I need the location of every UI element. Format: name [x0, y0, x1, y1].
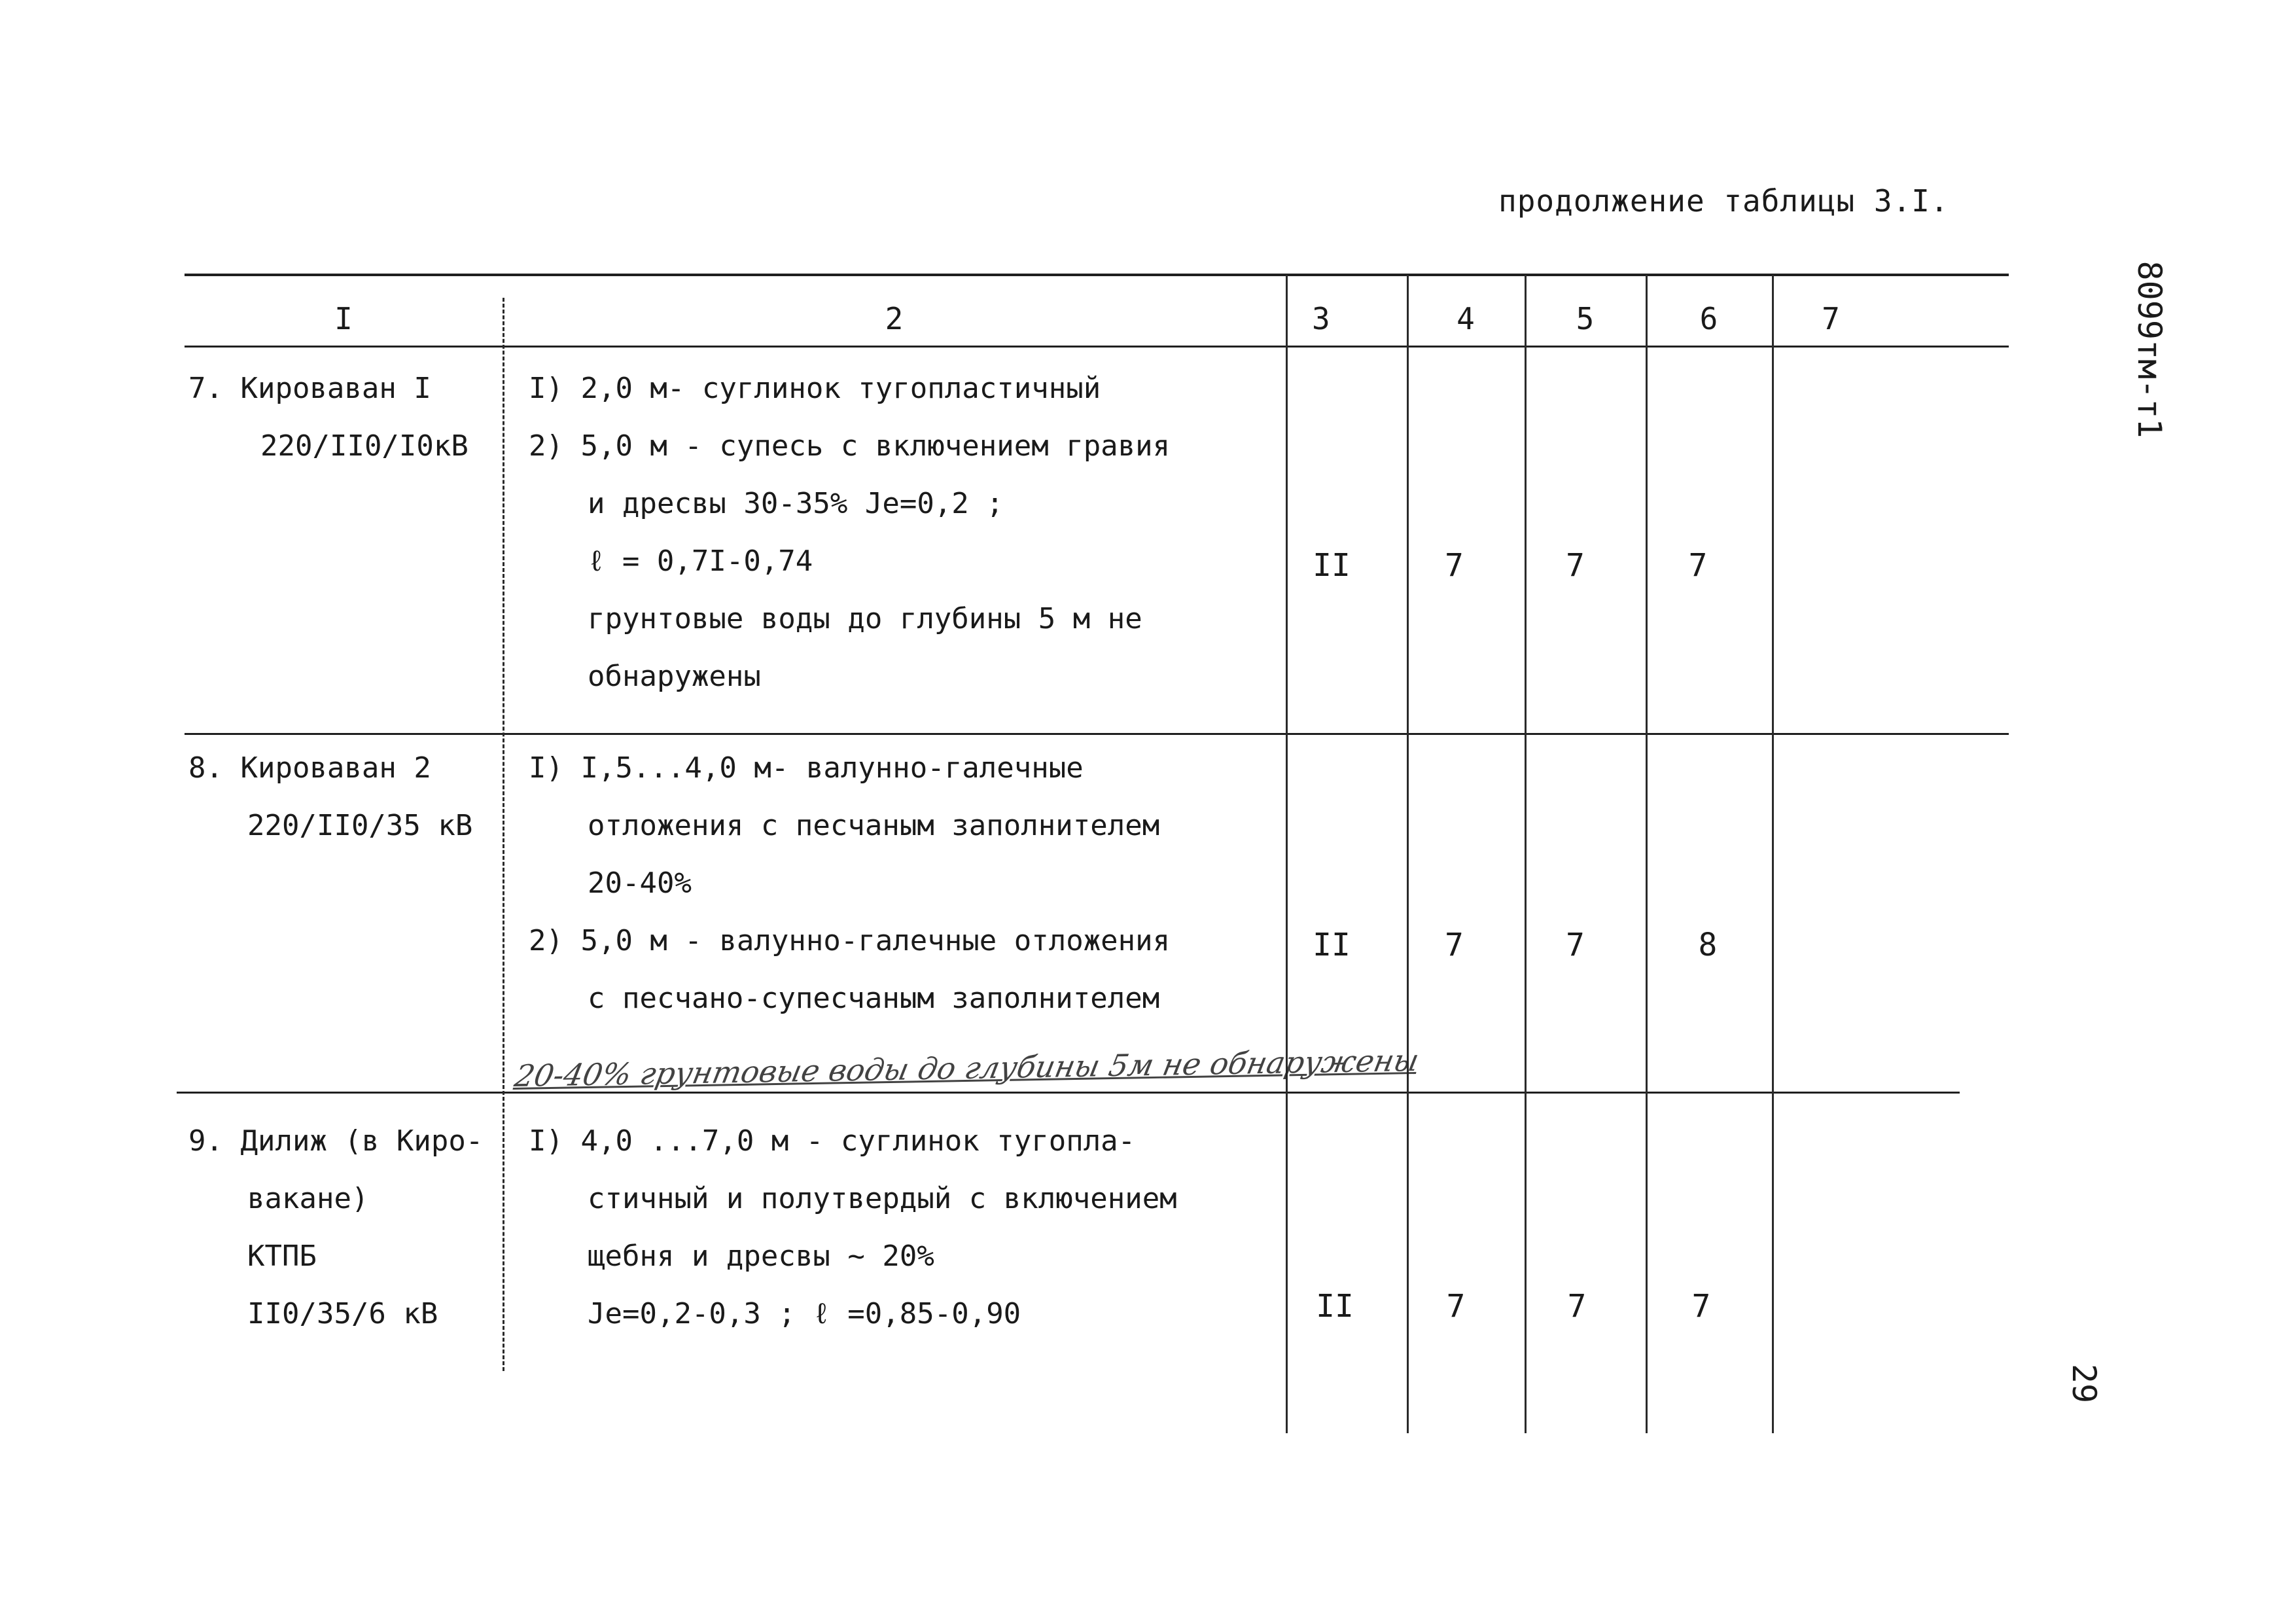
row-1-soil-line: и дресвы 30-35% Jе=0,2 ;: [588, 487, 1004, 520]
row-1-soil-line: обнаружены: [588, 660, 761, 693]
header-bottom-rule: [185, 346, 2009, 348]
row-2-soil-line: 2) 5,0 м - валунно-галечные отложения: [529, 924, 1171, 957]
row-1-soil-line: 2) 5,0 м - супесь с включением гравия: [529, 429, 1171, 463]
row-2-col-4: 7: [1445, 927, 1464, 963]
document-code: 8099тм-т1: [2130, 260, 2168, 438]
row-2-place-line: 8. Кироваван 2: [188, 751, 431, 785]
row-1-place-line: 220/II0/I0кВ: [260, 429, 468, 463]
row-2-soil-line: I) I,5...4,0 м- валунно-галечные: [529, 751, 1084, 785]
row-3-place-line: вакане): [247, 1182, 369, 1215]
page-number: 29: [2065, 1363, 2103, 1404]
row-1-place: [188, 360, 468, 475]
header-col-5: 5: [1576, 301, 1595, 336]
row-1-soil-line: I) 2,0 м- суглинок тугопластичный: [529, 372, 1101, 405]
row-2-soil: [529, 740, 1170, 1027]
row-3-place: [188, 1113, 483, 1343]
header-col-3: 3: [1312, 301, 1330, 336]
row-2-soil-line: с песчано-супесчаным заполнителем: [588, 982, 1160, 1015]
row-2-place: [188, 740, 472, 855]
row-2-soil-line: отложения с песчаным заполнителем: [588, 809, 1160, 842]
row-1-col-4: 7: [1445, 547, 1464, 584]
col-divider-1: [503, 298, 504, 1371]
col-divider-2: [1286, 275, 1288, 1433]
row-3-soil-line: стичный и полутвердый с включением: [588, 1182, 1177, 1215]
row-3-soil: [529, 1113, 1177, 1343]
row-3-col-5: 7: [1567, 1288, 1587, 1325]
row-1-place-line: 7. Кироваван I: [188, 372, 431, 405]
row-3-col-3: II: [1316, 1288, 1354, 1325]
col-divider-5: [1646, 275, 1648, 1433]
handwritten-note: 20-40% грунтовые воды до глубины 5м не обнаружены: [512, 1043, 1422, 1094]
row-3-soil-line: щебня и дресвы ~ 20%: [588, 1240, 934, 1273]
col-divider-3: [1407, 275, 1409, 1433]
row-2-col-5: 7: [1566, 927, 1585, 963]
row-1-soil-line: грунтовые воды до глубины 5 м не: [588, 602, 1142, 635]
row-3-soil-line: I) 4,0 ...7,0 м - суглинок тугопла-: [529, 1124, 1136, 1158]
row-2-place-line: 220/II0/35 кВ: [247, 809, 473, 842]
row-divider-1: [185, 733, 2009, 735]
table-caption: продолжение таблицы 3.I.: [1498, 183, 1949, 219]
row-2-col-3: II: [1313, 927, 1351, 963]
header-col-6: 6: [1699, 301, 1718, 336]
header-col-1: I: [334, 301, 353, 336]
row-3-soil-line: Jе=0,2-0,3 ; ℓ =0,85-0,90: [588, 1297, 1021, 1330]
row-2-soil-line: 20-40%: [588, 866, 692, 900]
row-1-soil: [529, 360, 1170, 705]
col-divider-6: [1772, 275, 1774, 1433]
row-3-col-4: 7: [1446, 1288, 1466, 1325]
row-1-col-5: 7: [1566, 547, 1585, 584]
row-3-col-6: 7: [1691, 1288, 1711, 1325]
row-3-place-line: II0/35/6 кВ: [247, 1297, 438, 1330]
row-divider-2: [177, 1092, 1960, 1094]
header-col-7: 7: [1822, 301, 1840, 336]
row-3-place-line: КТПБ: [247, 1240, 317, 1273]
col-divider-4: [1525, 275, 1527, 1433]
header-col-4: 4: [1457, 301, 1475, 336]
row-3-place-line: 9. Дилиж (в Киро-: [188, 1124, 484, 1158]
table-top-rule: [185, 274, 2009, 276]
row-1-col-6: 7: [1688, 547, 1708, 584]
row-2-col-6: 8: [1698, 927, 1718, 963]
header-col-2: 2: [885, 301, 904, 336]
row-1-col-3: II: [1313, 547, 1351, 584]
row-1-soil-line: ℓ = 0,7I-0,74: [588, 544, 813, 578]
